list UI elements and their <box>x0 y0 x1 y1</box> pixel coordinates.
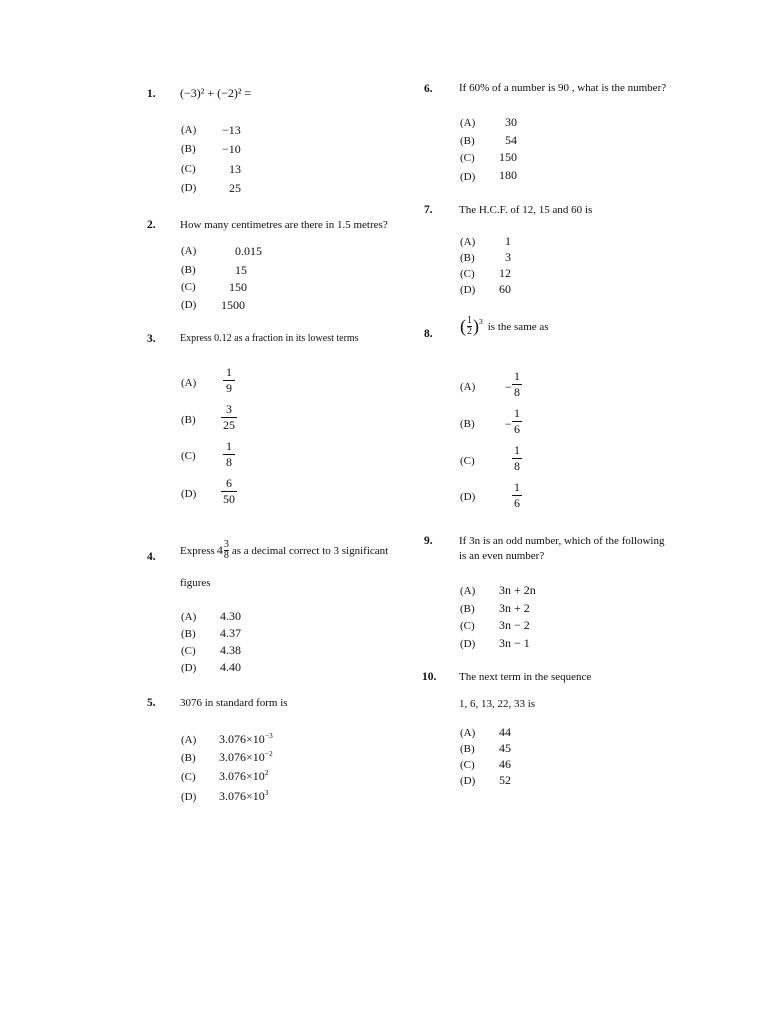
question-stem: How many centimetres are there in 1.5 metres? <box>180 219 388 231</box>
option-value <box>219 750 273 765</box>
question-number: 8. <box>424 328 433 340</box>
paren-open: ( <box>460 316 466 336</box>
option-value: 4.30 <box>220 609 241 623</box>
option-label: (A) <box>181 377 197 389</box>
option-value: 1500 <box>221 298 245 312</box>
option-label: (D) <box>181 662 197 674</box>
question-stem: The next term in the sequence <box>459 671 592 683</box>
question-stem: Express 0.12 as a fraction in its lowest terms <box>180 333 359 344</box>
option-label: (A) <box>460 117 476 129</box>
exponent: −2 <box>264 749 273 758</box>
option-value: 44 <box>499 725 511 739</box>
option-label: (A) <box>181 124 197 136</box>
option-value: 3n − 2 <box>499 618 530 632</box>
option-value: 180 <box>499 168 517 182</box>
option-value: 13 <box>229 162 241 176</box>
numerator: 3 <box>226 402 232 416</box>
stem-text: as a decimal correct to 3 significant <box>231 544 389 557</box>
option-label: (B) <box>460 743 475 755</box>
base: 3.076×10 <box>219 769 265 783</box>
exponent: 3 <box>264 788 269 797</box>
option-value: −13 <box>222 123 241 137</box>
option-label: (D) <box>181 791 197 803</box>
option-value: 15 <box>235 263 247 277</box>
numerator: 3 <box>223 539 229 550</box>
denominator: 8 <box>514 385 520 399</box>
option-value: 25 <box>229 181 241 195</box>
option-sign: − <box>505 417 512 431</box>
question-number: 6. <box>424 83 433 95</box>
base: 3.076×10 <box>219 732 265 746</box>
option-value: 54 <box>505 133 517 147</box>
numerator: 1 <box>514 480 520 494</box>
numerator: 1 <box>514 369 520 383</box>
question-number: 2. <box>147 219 156 231</box>
option-fraction <box>512 370 522 399</box>
option-fraction <box>221 477 237 506</box>
question-number: 1. <box>147 88 156 100</box>
mixed-fraction <box>224 540 229 561</box>
numerator: 1 <box>226 365 232 379</box>
paren-close: ) <box>473 316 479 336</box>
option-label: (A) <box>460 727 476 739</box>
question-stem: (−3)² + (−2)² = <box>180 86 252 100</box>
option-label: (C) <box>181 281 196 293</box>
option-label: (D) <box>181 182 197 194</box>
option-fraction <box>512 481 522 510</box>
question-number: 4. <box>147 551 156 563</box>
question-number: 10. <box>422 671 437 683</box>
denominator: 8 <box>514 459 520 473</box>
option-label: (C) <box>460 455 475 467</box>
option-value: 1 <box>505 234 511 248</box>
denominator: 6 <box>514 422 520 436</box>
option-label: (A) <box>460 381 476 393</box>
option-label: (C) <box>181 771 196 783</box>
exponent: −3 <box>264 731 273 740</box>
option-value: 52 <box>499 773 511 787</box>
option-value: 30 <box>505 115 517 129</box>
denominator: 9 <box>226 381 232 395</box>
option-value <box>219 732 273 747</box>
option-label: (D) <box>181 299 197 311</box>
question-number: 3. <box>147 333 156 345</box>
option-label: (D) <box>181 488 197 500</box>
option-label: (B) <box>181 628 196 640</box>
option-value: 150 <box>229 280 247 294</box>
option-label: (D) <box>460 284 476 296</box>
stem-text: is the same as <box>487 320 549 333</box>
option-label: (B) <box>181 143 196 155</box>
base: 3.076×10 <box>219 750 265 764</box>
option-fraction <box>512 407 522 436</box>
denominator: 8 <box>223 550 229 561</box>
option-fraction <box>223 440 235 469</box>
option-value: 46 <box>499 757 511 771</box>
question-stem-line2: is an even number? <box>459 550 545 562</box>
question-stem <box>180 540 388 561</box>
option-value: 3n + 2 <box>499 601 530 615</box>
option-fraction <box>221 403 237 432</box>
numerator: 1 <box>467 315 472 326</box>
option-label: (B) <box>181 414 196 426</box>
option-label: (B) <box>460 603 475 615</box>
option-label: (A) <box>181 245 197 257</box>
option-label: (C) <box>460 268 475 280</box>
denominator: 25 <box>223 418 235 432</box>
option-label: (B) <box>460 418 475 430</box>
denominator: 50 <box>223 492 235 506</box>
option-label: (B) <box>181 752 196 764</box>
question-number: 9. <box>424 535 433 547</box>
option-label: (C) <box>460 152 475 164</box>
question-stem-line2: figures <box>180 577 211 589</box>
option-fraction <box>512 444 522 473</box>
option-value <box>219 789 269 804</box>
numerator: 1 <box>226 439 232 453</box>
option-label: (A) <box>181 734 197 746</box>
option-fraction <box>223 366 235 395</box>
mixed-whole: 4 <box>216 543 223 557</box>
option-label: (A) <box>460 585 476 597</box>
question-stem: 3076 in standard form is <box>180 697 288 709</box>
base: 3.076×10 <box>219 789 265 803</box>
option-label: (D) <box>460 491 476 503</box>
option-label: (D) <box>460 171 476 183</box>
option-value: 45 <box>499 741 511 755</box>
question-stem: The H.C.F. of 12, 15 and 60 is <box>459 204 593 216</box>
numerator: 1 <box>514 406 520 420</box>
option-label: (A) <box>460 236 476 248</box>
option-value: −10 <box>222 142 241 156</box>
option-value: 4.37 <box>220 626 241 640</box>
option-label: (B) <box>460 135 475 147</box>
denominator: 6 <box>514 496 520 510</box>
option-sign: − <box>505 380 512 394</box>
option-label: (C) <box>460 759 475 771</box>
question-stem-line2: 1, 6, 13, 22, 33 is <box>459 698 536 710</box>
option-value: 60 <box>499 282 511 296</box>
option-value: 4.38 <box>220 643 241 657</box>
stem-text: Express <box>180 544 215 557</box>
option-value: 3n + 2n <box>499 583 536 597</box>
option-label: (D) <box>460 775 476 787</box>
option-value: 12 <box>499 266 511 280</box>
option-label: (C) <box>460 620 475 632</box>
option-label: (B) <box>181 264 196 276</box>
option-label: (C) <box>181 163 196 175</box>
question-stem: ( $\frac{1}{2}$ ) 3 is the same as <box>460 315 549 337</box>
denominator: 2 <box>467 326 472 337</box>
option-value <box>219 769 269 784</box>
option-value: 3 <box>505 250 511 264</box>
option-value: 4.40 <box>220 660 241 674</box>
option-label: (A) <box>181 611 197 623</box>
exponent: 2 <box>264 768 269 777</box>
option-label: (B) <box>460 252 475 264</box>
option-label: (C) <box>181 645 196 657</box>
stem-fraction <box>467 316 472 337</box>
option-value: 150 <box>499 150 517 164</box>
option-label: (C) <box>181 450 196 462</box>
option-value: 0.015 <box>235 244 262 258</box>
question-stem: If 3n is an odd number, which of the following <box>459 535 665 547</box>
option-value: 3n − 1 <box>499 636 530 650</box>
numerator: 6 <box>226 476 232 490</box>
question-number: 5. <box>147 697 156 709</box>
numerator: 1 <box>514 443 520 457</box>
option-label: (D) <box>460 638 476 650</box>
question-number: 7. <box>424 204 433 216</box>
denominator: 8 <box>226 455 232 469</box>
question-stem: If 60% of a number is 90 , what is the number? <box>459 82 667 94</box>
